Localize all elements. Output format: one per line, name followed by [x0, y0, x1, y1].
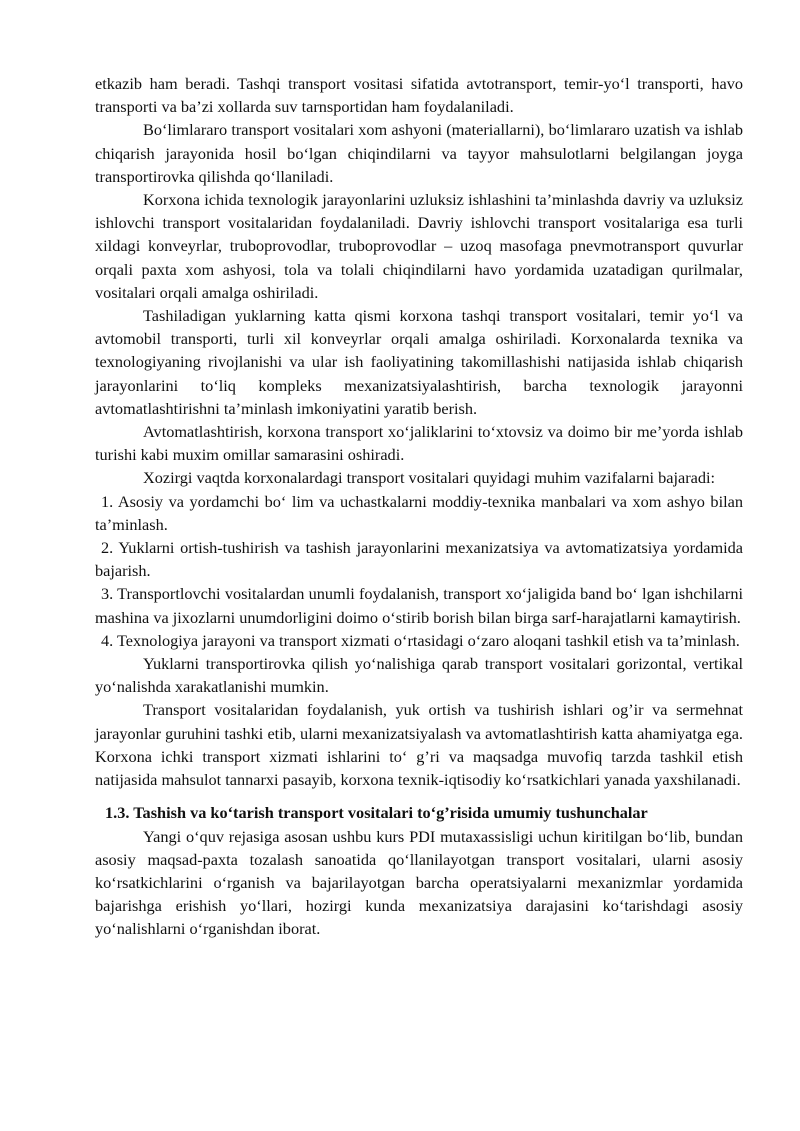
paragraph: Avtomatlashtirish, korxona transport xo‘jaliklarini to‘xtovsiz va doimo bir me’yorda ishlab turishi kabi muxim omillar samarasini oshiradi. — [95, 422, 743, 465]
paragraph: Yuklarni transportirovka qilish yo‘nalishiga qarab transport vositalari gorizontal, vertikal yo‘nalishda xarakatlanishi mumkin. — [95, 654, 743, 697]
list-item: 4. Texnologiya jarayoni va transport xizmati o‘rtasidagi o‘zaro aloqani tashkil etish va ta’minlash. — [101, 630, 740, 650]
paragraph: Transport vositalaridan foydalanish, yuk ortish va tushirish ishlari og’ir va sermehnat jarayonlar guruhini tashki etib, ularni mexanizatsiyalash va avtomatlashtirish katta ahamiyatga ega. Korxona ichki transport xizmati ishlarini to‘ g’ri va maqsadga muvofiq tarzda tashkil etish natijasida mahsulot tannarxi pasayib, korxona texnik-iqtisodiy ko‘rsatkichlari yanada yaxshilanadi. — [95, 700, 743, 790]
list-item: 1. Asosiy va yordamchi bo‘ lim va uchastkalarni moddiy-texnika manbalari va xom ashyo bilan ta’minlash. — [95, 491, 743, 534]
paragraph: etkazib ham beradi. Tashqi transport vositasi sifatida avtotransport, temir-yo‘l transporti, havo transporti va ba’zi xollarda suv tarnsportidan ham foydalaniladi. — [95, 74, 743, 117]
paragraph: Korxona ichida texnologik jarayonlarini uzluksiz ishlashini ta’minlashda davriy va uzluksiz ishlovchi transport vositalaridan foydalaniladi. Davriy ishlovchi transport vositalariga esa turli xildagi konveyrlar, truboprovodlar, truboprovodlar – uzoq masofaga pnevmotransport quvurlar orqali paxta xom ashyosi, tola va tolali chiqindilarni havo yordamida uzatadigan qurilmalar, vositalari orqali amalga oshiriladi. — [95, 190, 743, 302]
paragraph: Xozirgi vaqtda korxonalardagi transport vositalari quyidagi muhim vazifalarni bajaradi: — [143, 468, 716, 488]
paragraph: Bo‘limlararo transport vositalari xom ashyoni (materiallarni), bo‘limlararo uzatish va ishlab chiqarish jarayonida hosil bo‘lgan chiqindilarni va tayyor mahsulotlarni belgilangan joyga transportirovka qilishda qo‘llaniladi. — [95, 120, 743, 186]
section-heading: 1.3. Tashish va ko‘tarish transport vositalari to‘g’risida umumiy tushunchalar — [105, 803, 648, 823]
paragraph: Yangi o‘quv rejasiga asosan ushbu kurs PDI mutaxassisligi uchun kiritilgan bo‘lib, bundan asosiy maqsad-paxta tozalash sanoatida qo‘llanilayotgan transport vositalari, ularni asosiy ko‘rsatkichlarini o‘rganish va bajarilayotgan barcha operatsiyalarni mexanizmlar yordamida bajarishga erishish yo‘llari, hozirgi kunda mexanizatsiya darajasini ko‘tarishdagi asosiy yo‘nalishlarni o‘rganishdan iborat. — [95, 826, 743, 939]
list-item: 2. Yuklarni ortish-tushirish va tashish jarayonlarini mexanizatsiya va avtomatizatsiya yordamida bajarish. — [95, 538, 743, 581]
paragraph: Tashiladigan yuklarning katta qismi korxona tashqi transport vositalari, temir yo‘l va avtomobil transporti, turli xil konveyrlar orqali amalga oshiriladi. Korxonalarda texnika va texnologiyaning rivojlanishi va ular ish faoliyatining takomillashishi natijasida ishlab chiqarish jarayonlarini to‘liq kompleks mexanizatsiyalashtirish, barcha texnologik jarayonni avtomatlashtirishni ta’minlash imkoniyatini yaratib berish. — [95, 306, 743, 418]
list-item: 3. Transportlovchi vositalardan unumli foydalanish, transport xo‘jaligida band bo‘ lgan ishchilarni mashina va jixozlarni unumdorligini doimo o‘stirib borish bilan birga sarf-harajatlarni kamaytirish. — [95, 584, 743, 627]
